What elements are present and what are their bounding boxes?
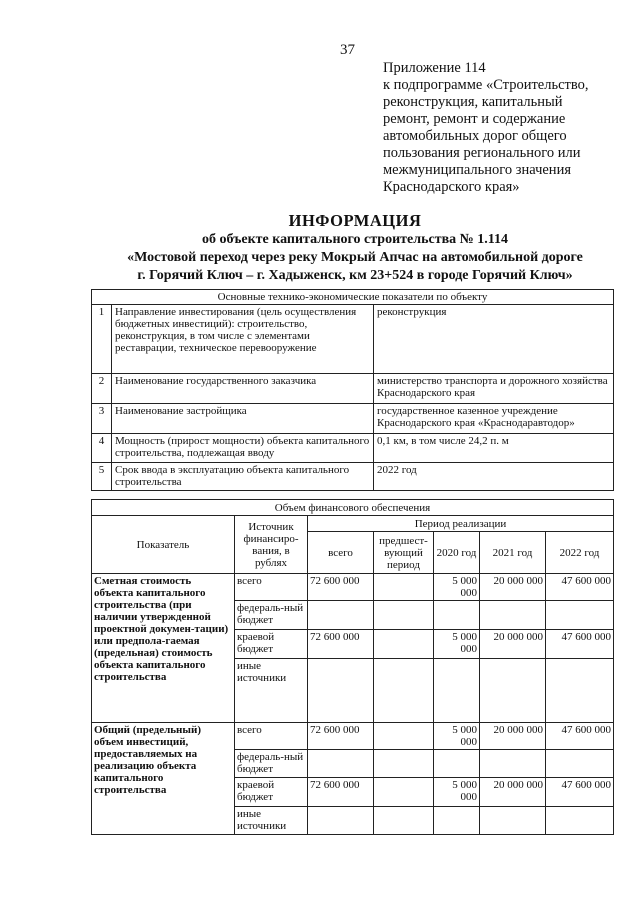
y2020-cell: 5 000 000 <box>434 778 480 807</box>
y2021-cell: 20 000 000 <box>480 778 546 807</box>
row-number: 5 <box>92 463 112 491</box>
appendix-line: реконструкция, капитальный <box>383 94 563 110</box>
row-number: 1 <box>92 305 112 374</box>
y2022-cell <box>546 807 614 835</box>
appendix-line: межмуниципального значения <box>383 162 571 178</box>
col-source: Источник финансиро-вания, в рублях <box>235 516 308 574</box>
row-label: Направление инвестирования (цель осуществления бюджетных инвестиций): строительство, реконструкция, в том числе с элементами реставрации, техническое перевооружение <box>112 305 374 374</box>
financing-table <box>91 499 614 835</box>
source-cell: всего <box>235 574 308 601</box>
technical-indicators-table <box>91 289 614 491</box>
source-cell: всего <box>235 723 308 750</box>
table-row <box>92 723 614 750</box>
y2021-cell <box>480 807 546 835</box>
appendix-line: Краснодарского края» <box>383 179 520 195</box>
finance-header: Объем финансового обеспечения <box>92 500 614 516</box>
y2020-cell: 5 000 000 <box>434 630 480 659</box>
title-line: г. Горячий Ключ – г. Хадыженск, км 23+524 в городе Горячий Ключ» <box>137 268 573 283</box>
appendix-line: пользования регионального или <box>383 145 581 161</box>
prev-cell <box>374 807 434 835</box>
y2022-cell <box>546 750 614 778</box>
appendix-line: к подпрограмме «Строительство, <box>383 77 589 93</box>
total-cell <box>308 750 374 778</box>
row-label: Наименование застройщика <box>112 404 374 434</box>
y2021-cell: 20 000 000 <box>480 723 546 750</box>
prev-cell <box>374 723 434 750</box>
appendix-line: ремонт, ремонт и содержание <box>383 111 566 127</box>
total-cell <box>308 807 374 835</box>
col-period: Период реализации <box>308 516 614 532</box>
row-value: министерство транспорта и дорожного хозяйства Краснодарского края <box>374 374 614 404</box>
col-total: всего <box>308 532 374 574</box>
y2021-cell <box>480 750 546 778</box>
title-line: «Мостовой переход через реку Мокрый Апчас на автомобильной дороге <box>127 250 583 265</box>
table-header: Основные технико-экономические показатели по объекту <box>92 290 614 305</box>
prev-cell <box>374 601 434 630</box>
group-label: Сметная стоимость объекта капитального строительства (при наличии утвержденной проектной докумен-тации) или предпола-гаемая (предельная) стоимость объекта капитального строительства <box>92 574 235 723</box>
appendix-line: автомобильных дорог общего <box>383 128 567 144</box>
total-cell: 72 600 000 <box>308 630 374 659</box>
group-label: Общий (предельный) объем инвестиций, предоставляемых на реализацию объекта капитального строительства <box>92 723 235 835</box>
y2020-cell <box>434 601 480 630</box>
total-cell <box>308 659 374 723</box>
total-cell: 72 600 000 <box>308 778 374 807</box>
row-number: 3 <box>92 404 112 434</box>
appendix-line: Приложение 114 <box>383 60 486 76</box>
col-2022: 2022 год <box>546 532 614 574</box>
prev-cell <box>374 750 434 778</box>
page-number: 37 <box>340 42 355 58</box>
row-number: 4 <box>92 434 112 463</box>
source-cell: краевой бюджет <box>235 778 308 807</box>
prev-cell <box>374 778 434 807</box>
row-value: реконструкция <box>374 305 614 374</box>
y2022-cell: 47 600 000 <box>546 723 614 750</box>
col-prev: предшест-вующий период <box>374 532 434 574</box>
source-cell: иные источники <box>235 807 308 835</box>
table-row <box>92 574 614 601</box>
total-cell <box>308 601 374 630</box>
col-2020: 2020 год <box>434 532 480 574</box>
row-value: 2022 год <box>374 463 614 491</box>
title-line: об объекте капитального строительства № 1.114 <box>202 232 508 247</box>
source-cell: краевой бюджет <box>235 630 308 659</box>
prev-cell <box>374 659 434 723</box>
prev-cell <box>374 574 434 601</box>
y2021-cell <box>480 659 546 723</box>
y2020-cell <box>434 659 480 723</box>
row-value: государственное казенное учреждение Краснодарского края «Краснодаравтодор» <box>374 404 614 434</box>
y2021-cell <box>480 601 546 630</box>
total-cell: 72 600 000 <box>308 723 374 750</box>
title-main: ИНФОРМАЦИЯ <box>288 211 422 230</box>
y2022-cell: 47 600 000 <box>546 630 614 659</box>
row-label: Мощность (прирост мощности) объекта капитального строительства, подлежащая вводу <box>112 434 374 463</box>
row-value: 0,1 км, в том числе 24,2 п. м <box>374 434 614 463</box>
y2020-cell: 5 000 000 <box>434 574 480 601</box>
source-cell: федераль-ный бюджет <box>235 601 308 630</box>
y2022-cell <box>546 659 614 723</box>
col-indicator: Показатель <box>92 516 235 574</box>
y2022-cell: 47 600 000 <box>546 778 614 807</box>
y2022-cell: 47 600 000 <box>546 574 614 601</box>
appendix-note <box>383 60 633 196</box>
source-cell: федераль-ный бюджет <box>235 750 308 778</box>
y2020-cell: 5 000 000 <box>434 723 480 750</box>
document-title <box>85 211 625 285</box>
y2020-cell <box>434 807 480 835</box>
total-cell: 72 600 000 <box>308 574 374 601</box>
y2022-cell <box>546 601 614 630</box>
prev-cell <box>374 630 434 659</box>
source-cell: иные источники <box>235 659 308 723</box>
y2020-cell <box>434 750 480 778</box>
row-number: 2 <box>92 374 112 404</box>
y2021-cell: 20 000 000 <box>480 630 546 659</box>
col-2021: 2021 год <box>480 532 546 574</box>
row-label: Наименование государственного заказчика <box>112 374 374 404</box>
row-label: Срок ввода в эксплуатацию объекта капитального строительства <box>112 463 374 491</box>
y2021-cell: 20 000 000 <box>480 574 546 601</box>
